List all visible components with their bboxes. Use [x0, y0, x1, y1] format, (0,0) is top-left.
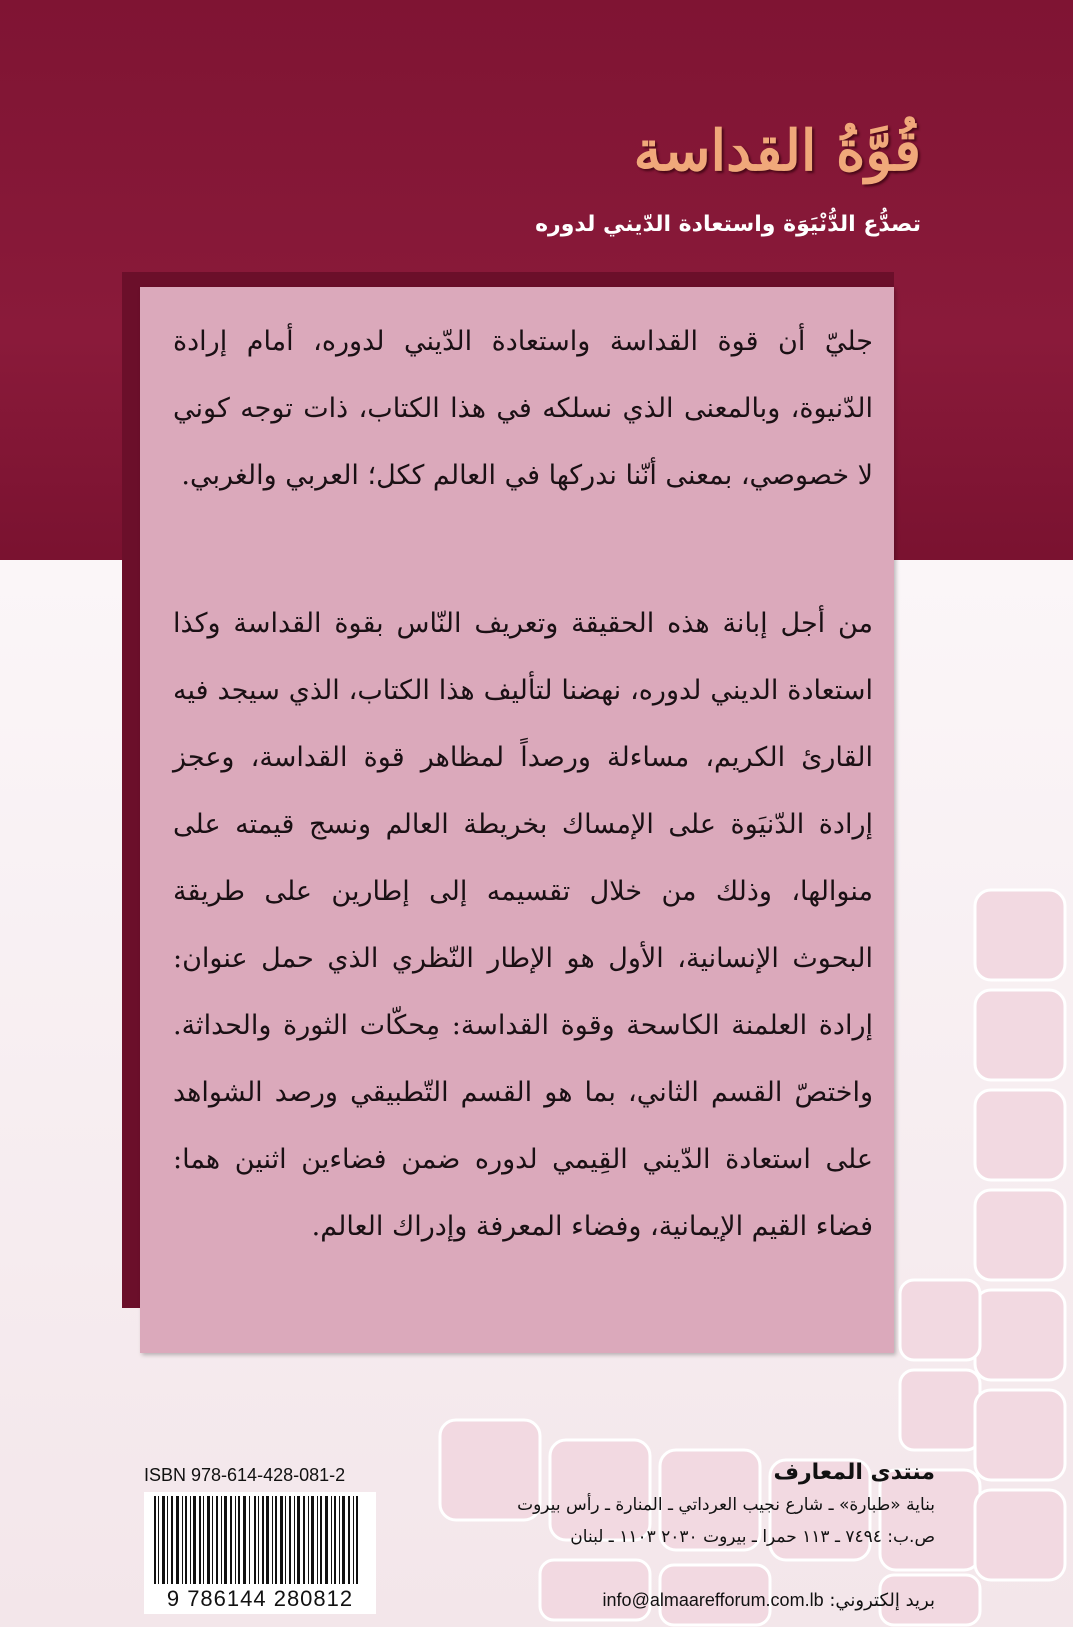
publisher-email[interactable]: info@almaarefforum.com.lb	[602, 1590, 824, 1610]
publisher-address-2: ص.ب: ٧٤٩٤ ـ ١١٣ حمرا ـ بيروت ٢٠٣٠ ١١٠٣ ـ لبنان	[570, 1527, 935, 1547]
isbn-label: ISBN 978-614-428-081-2	[144, 1465, 346, 1485]
book-title: قُوَّةُ القداسة	[633, 118, 921, 184]
blurb-paragraph-2: من أجل إبانة هذه الحقيقة وتعريف النّاس بقوة القداسة وكذا استعادة الديني لدوره، نهضنا لتأليف هذا الكتاب، الذي سيجد فيه القارئ الكريم، مساءلة ورصداً لمظاهر قوة القداسة، وعجز إرادة الدّنيَوة على الإمساك بخريطة العالم ونسج قيمته على منوالها، وذلك من خلال تقسيمه إلى إطارين على طريقة البحوث الإنسانية، الأول هو الإطار النّظري الذي حمل عنوان: إرادة العلمنة الكاسحة وقوة القداسة: مِحكّات الثورة والحداثة. واختصّ القسم الثاني، بما هو القسم التّطبيقي ورصد الشواهد على استعادة الدّيني القِيمي لدوره ضمن فضاءين اثنين هما: فضاء القيم الإيمانية، وفضاء المعرفة وإدراك العالم.	[173, 608, 873, 1242]
blurb-paragraph-1: جليّ أن قوة القداسة واستعادة الدّيني لدوره، أمام إرادة الدّنيوة، وبالمعنى الذي نسلكه في هذا الكتاب، ذات توجه كوني لا خصوصي، بمعنى أنّنا ندركها في العالم ككل؛ العربي والغربي.	[173, 326, 873, 491]
book-subtitle: تصدُّع الدُّنْيَوَة واستعادة الدّيني لدوره	[535, 212, 921, 237]
barcode-number: 9 786144 280812	[144, 1584, 376, 1614]
publisher-address-1: بناية «طبارة» ـ شارع نجيب العرداتي ـ المنارة ـ رأس بيروت	[517, 1495, 935, 1515]
publisher-email-line	[603, 1590, 935, 1611]
email-label: بريد إلكتروني:	[829, 1590, 935, 1611]
publisher-name: منتدى المعارف	[773, 1460, 935, 1485]
